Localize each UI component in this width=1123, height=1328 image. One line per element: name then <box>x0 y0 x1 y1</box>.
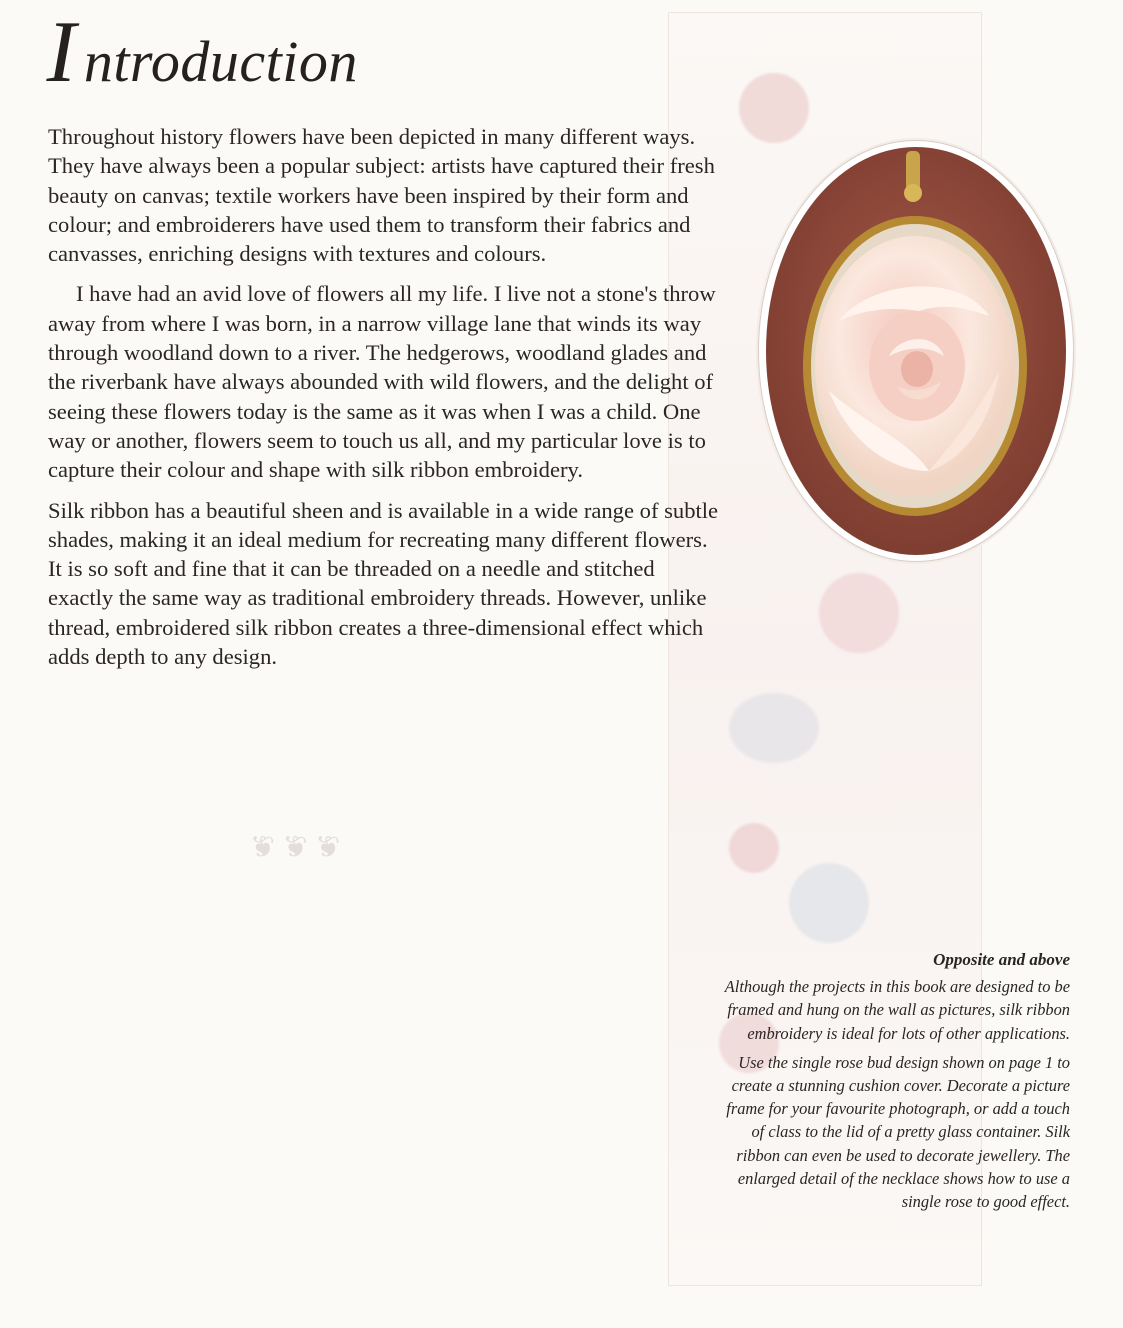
blossom-decoration <box>789 863 869 943</box>
blossom-decoration <box>729 693 819 763</box>
body-paragraph: Silk ribbon has a beautiful sheen and is available in a wide range of subtle shades, making it an ideal medium for recreating many different flowers. It is so soft and fine that it can be threaded on a needle and stitched exactly the same way as traditional embroidery threads. However, unlike thread, embroidered silk ribbon creates a three-dimensional effect which adds depth to any design. <box>48 497 719 670</box>
blossom-decoration <box>729 823 779 873</box>
blossom-decoration <box>739 73 809 143</box>
title-text: ntroduction <box>83 29 358 94</box>
photo-caption <box>712 948 1070 1219</box>
introduction-body <box>48 122 720 682</box>
blossom-decoration <box>819 573 899 653</box>
rose-pendant-photo <box>758 140 1074 562</box>
body-paragraph: Throughout history flowers have been depicted in many different ways. They have always been a popular subject: artists have captured their fresh beauty on canvas; textile workers have been inspired by their form and colour; and embroiderers have used them to transform their fabrics and canvasses, enriching designs with textures and colours. <box>48 124 715 267</box>
title-initial: I <box>39 4 87 101</box>
body-paragraph: I have had an avid love of flowers all my life. I live not a stone's throw away from where I was born, in a narrow village lane that winds its way through woodland down to a river. The hedgerows, woodland glades and the riverbank have always abounded with wild flowers, and the delight of seeing these flowers today is the same as it was when I was a child. One way or another, flowers seem to touch us all, and my particular love is to capture their colour and shape with silk ribbon embroidery. <box>48 281 716 483</box>
page-title <box>39 2 358 103</box>
show-through-text: ❦ ❦ ❦ <box>250 831 341 864</box>
caption-heading: Opposite and above <box>933 950 1070 969</box>
caption-paragraph: Although the projects in this book are designed to be framed and hung on the wall as pictures, silk ribbon embroidery is ideal for lots of other applications. <box>724 977 1070 1043</box>
pendant-loop <box>904 184 922 202</box>
rose-pendant-illustration <box>759 141 1073 561</box>
ribbon-rose <box>815 236 1015 496</box>
caption-paragraph: Use the single rose bud design shown on page 1 to create a stunning cushion cover. Decorate a picture frame for your favourite photograph, or add a touch of class to the lid of a pretty glass container. Silk ribbon can even be used to decorate jewellery. The enlarged detail of the necklace shows how to use a single rose to good effect. <box>726 1052 1070 1212</box>
